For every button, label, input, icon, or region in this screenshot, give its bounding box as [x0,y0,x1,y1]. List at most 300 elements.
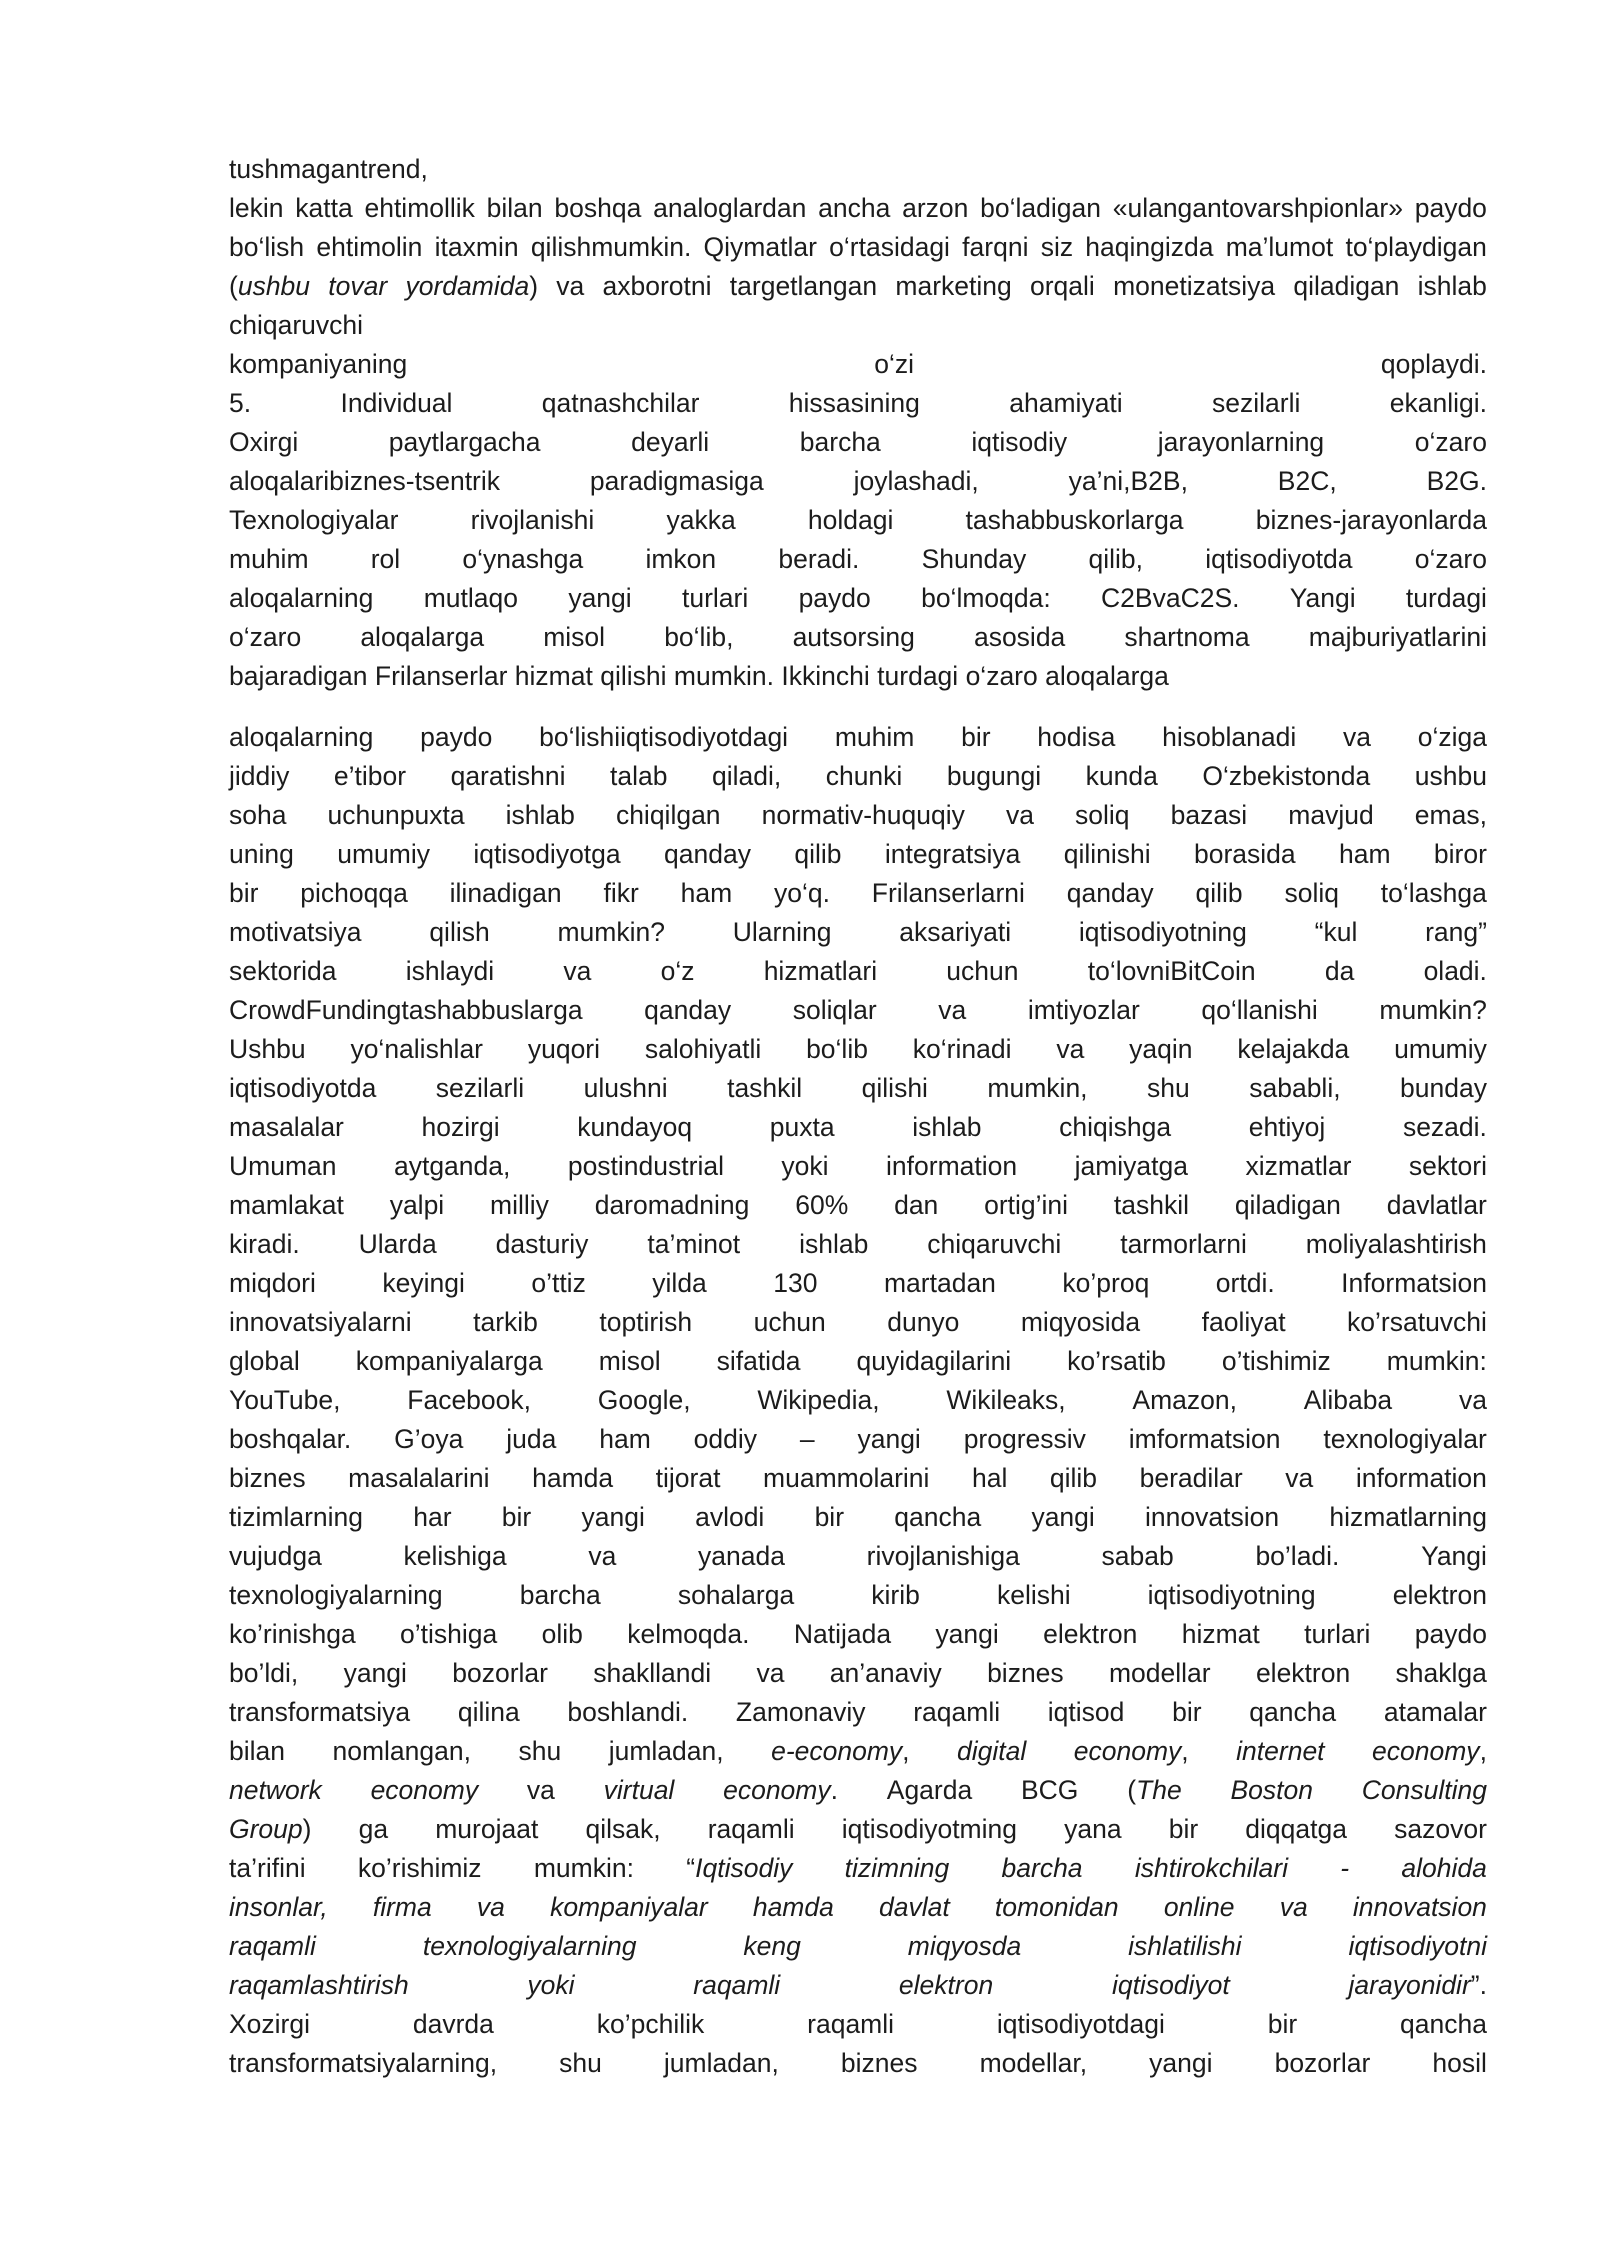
word: tashkil [727,1073,803,1103]
word: qiladigan [1234,1190,1341,1220]
word: fikr [603,878,639,908]
text-line [229,991,1487,1030]
word: dan [894,1190,939,1220]
word: bo’ladi. [1255,1541,1340,1571]
word: rang” [1425,917,1487,947]
text-line [229,345,1487,384]
word: qanday [1066,878,1154,908]
word: boshlandi. [567,1697,689,1727]
word: iqtisodiyotga [473,839,621,869]
word: economy. [723,1775,838,1805]
word: innovatsion [1145,1502,1280,1532]
word: yoki [527,1970,575,2000]
word: Google, [597,1385,691,1415]
word: tijorat [655,1463,721,1493]
word: Umuman [229,1151,337,1181]
word: bajaradigan [229,661,368,691]
word: ahamiyati [1009,388,1123,418]
word: kompaniyalar [550,1892,708,1922]
word: axborotni [602,271,712,301]
word: atamalar [1383,1697,1487,1727]
word: uchunpuxta [327,800,465,830]
word: kelmoqda. [627,1619,750,1649]
word: yakka [666,505,736,535]
word: bilan [229,1736,285,1766]
word: va [588,1541,617,1571]
word: va [1056,1034,1085,1064]
word: aloqalarga [1045,661,1169,691]
word: yangi [935,1619,999,1649]
word: masalalar [229,1112,344,1142]
word: mumkin, [987,1073,1088,1103]
word: kompaniyalarga [355,1346,543,1376]
word: BCG [1020,1775,1079,1805]
text-line [229,1381,1487,1420]
word: qilishi [600,661,667,691]
text-line [229,2044,1487,2083]
word: jumladan, [663,2048,779,2078]
word: hamda [752,1892,834,1922]
word: tizimlarning [229,1502,364,1532]
word: ehtimollik [364,193,475,223]
word: mumkin? [557,917,665,947]
word: puxta [769,1112,835,1142]
word: Facebook, [407,1385,532,1415]
word: transformatsiya [229,1697,411,1727]
word: o‘zi [874,349,914,379]
word: yangi [857,1424,921,1454]
word: o‘zaro [1414,427,1487,457]
text-line [229,423,1487,462]
word: paydo [1414,1619,1487,1649]
word: salohiyatli [644,1034,762,1064]
word: ishlab [799,1229,869,1259]
word: imformatsion [1128,1424,1281,1454]
word: to‘lashga [1380,878,1487,908]
word: orqali [1029,271,1095,301]
word: jumladan, [608,1736,724,1766]
word: Ushbu [229,1034,306,1064]
word: bir [501,1502,532,1532]
word: barcha [519,1580,601,1610]
word: talab [609,761,668,791]
word: Frilanserlarni [871,878,1025,908]
text-line [229,1225,1487,1264]
word: va [476,1892,505,1922]
word: bir [1168,1814,1199,1844]
word: beradi. [778,544,860,574]
word: e-economy, [771,1736,910,1766]
word: davlat [879,1892,950,1922]
text-line [229,1810,1487,1849]
word: hizmatlari [763,956,878,986]
word: modellar [1108,1658,1211,1688]
word: - [1340,1853,1350,1883]
word: va [556,271,585,301]
word: ham [1338,839,1391,869]
word: ancha [818,193,891,223]
word: e’tibor [333,761,407,791]
word: Wikileaks, [946,1385,1066,1415]
word: o‘zaro [229,622,302,652]
word: barcha [1001,1853,1083,1883]
word: sektori [1408,1151,1487,1181]
word: o‘ynashga [462,544,584,574]
word: bo‘lib [806,1034,868,1064]
word: elektron [1392,1580,1487,1610]
text-line [229,952,1487,991]
word: elektron [898,1970,994,2000]
word: o‘zaro [1414,544,1487,574]
word: nomlangan, [332,1736,471,1766]
word: internet [1236,1736,1325,1766]
word: ko‘rinadi [912,1034,1012,1064]
word: Wikipedia, [757,1385,880,1415]
word: yana [1064,1814,1122,1844]
word: biznes [840,2048,918,2078]
word: o’tishiga [400,1619,498,1649]
word: aloqalarga [360,622,485,652]
word: global [229,1346,300,1376]
word: ishtirokchilari [1134,1853,1288,1883]
word: yordamida) [405,271,539,301]
word: siz [1040,232,1074,262]
word: arzon [902,193,969,223]
word: chunki [825,761,903,791]
word: innovatsion [1352,1892,1487,1922]
word: deyarli [631,427,710,457]
word: yangi [343,1658,407,1688]
word: toptirish [599,1307,693,1337]
word: bo‘ladigan [980,193,1101,223]
word: qiladigan [1293,271,1400,301]
word: sazovor [1394,1814,1487,1844]
word: lekin [229,193,284,223]
text-line [229,1303,1487,1342]
word: ga [358,1814,389,1844]
text-line [229,150,1487,189]
word: kirib [871,1580,920,1610]
word: olib [541,1619,583,1649]
word: quyidagilarini [856,1346,1012,1376]
word: yangi [568,583,632,613]
word: hamda [532,1463,614,1493]
word: aloqalarning [229,722,374,752]
text-line [229,1654,1487,1693]
word: qilishmumkin. [530,232,692,262]
word: modellar, [979,2048,1088,2078]
word: Boston [1230,1775,1313,1805]
text-line [229,1030,1487,1069]
word: sezilarli [435,1073,525,1103]
word: hozirgi [421,1112,500,1142]
text-line [229,835,1487,874]
word: biznes [229,1463,306,1493]
word: raqamli [707,1814,795,1844]
word: qoplaydi. [1380,349,1487,379]
word: imtiyozlar [1027,995,1140,1025]
word: ko’proq [1062,1268,1150,1298]
word: tushmagantrend, [229,154,428,184]
word: o‘zaro [965,661,1038,691]
text-line [229,1693,1487,1732]
word: online [1163,1892,1235,1922]
word: hizmat [514,661,593,691]
word: qilsak, [585,1814,661,1844]
text-line [229,1420,1487,1459]
text-line [229,757,1487,796]
word: (ushbu [229,271,311,301]
word: va [1458,1385,1487,1415]
word: sohalarga [677,1580,795,1610]
word: paydo [798,583,871,613]
word: ushbu [1414,761,1487,791]
text-line [229,2005,1487,2044]
word: majburiyatlarini [1308,622,1487,652]
text-line [229,228,1487,267]
word: chiqaruvchi [229,310,364,340]
word: jarayonlarning [1157,427,1325,457]
word: va [938,995,967,1025]
text-line [229,1342,1487,1381]
word: asosida [973,622,1066,652]
word: ko’pchilik [596,2009,705,2039]
text-line [229,657,1487,696]
word: beradilar [1139,1463,1243,1493]
word: bazasi [1170,800,1248,830]
word: muammolarini [763,1463,930,1493]
word: bir [1172,1697,1202,1727]
word: bir [1267,2009,1298,2039]
word: vujudga [229,1541,322,1571]
word: biznes [987,1658,1064,1688]
word: qilib [1049,1463,1098,1493]
word: qilishi [861,1073,928,1103]
word: emas, [1414,800,1487,830]
word: insonlar, [229,1892,328,1922]
word: qancha [894,1502,982,1532]
word: uchun [946,956,1019,986]
word: turlari [681,583,749,613]
word: dunyo [887,1307,960,1337]
word: (The [1127,1775,1182,1805]
word: dasturiy [495,1229,589,1259]
word: Qiymatlar [703,232,817,262]
word: soliqlar [792,995,877,1025]
text-line [229,1927,1487,1966]
word: oladi. [1423,956,1487,986]
paragraph-gap [229,696,1487,718]
word: Oxirgi [229,427,299,457]
text-line [229,306,1487,345]
word: qancha [1249,1697,1337,1727]
word: katta [295,193,353,223]
word: keyingi [382,1268,465,1298]
word: hizmatlarning [1329,1502,1487,1532]
word: turdagi [877,661,959,691]
word: G’oya [394,1424,464,1454]
word: elektron [1043,1619,1138,1649]
word: Ikkinchi [781,661,870,691]
word: texnologiyalarning [229,1580,443,1610]
word: yilda [652,1268,707,1298]
word: rivojlanishiga [866,1541,1020,1571]
word: rol [370,544,401,574]
word: firma [372,1892,432,1922]
word: sezilarli [1212,388,1301,418]
word: va [563,956,592,986]
word: analoglardan [653,193,807,223]
word: qanday [664,839,751,869]
word: iqtisodiyot [1111,1970,1230,2000]
word: miqdori [229,1268,316,1298]
word: CrowdFundingtashabbuslarga [229,995,583,1025]
word: o’tishimiz [1221,1346,1331,1376]
word: chiqilgan [615,800,721,830]
word: mumkin. [673,661,775,691]
word: davlatlar [1386,1190,1487,1220]
word: “Iqtisodiy [686,1853,793,1883]
word: iqtisod [1047,1697,1125,1727]
word: Shunday [921,544,1027,574]
word: chiqishga [1059,1112,1172,1142]
word: bir [961,722,991,752]
word: postindustrial [567,1151,724,1181]
word: biror [1433,839,1487,869]
word: bunday [1400,1073,1487,1103]
word: paytlargacha [388,427,541,457]
text-line [229,501,1487,540]
word: umumiy [337,839,430,869]
text-line [229,874,1487,913]
word: tashabbuskorlarga [965,505,1184,535]
word: iqtisodiyotda [229,1073,377,1103]
word: qilib [1195,878,1243,908]
word: milliy [490,1190,549,1220]
word: yuqori [527,1034,601,1064]
word: qilish [429,917,490,947]
word: economy [370,1775,479,1805]
text-line [229,1888,1487,1927]
word: aloqalaribiznes-tsentrik [229,466,501,496]
word: uning [229,839,294,869]
word: yangi [1031,1502,1095,1532]
word: marketing [895,271,1012,301]
word: B2G. [1426,466,1487,496]
text-line [229,1537,1487,1576]
word: sabab [1101,1541,1174,1571]
text-line [229,1771,1487,1810]
word: kompaniyaning [229,349,408,379]
word: iqtisodiyotning [1147,1580,1316,1610]
word: network [229,1775,322,1805]
word: Frilanserlar [374,661,508,691]
word: ta’minot [647,1229,741,1259]
word: «ulangantovarshpionlar» [1112,193,1403,223]
word: paydo [420,722,493,752]
word: iqtisodiyotni [1348,1931,1487,1961]
word: hal [971,1463,1008,1493]
word: tomonidan [994,1892,1119,1922]
word: raqamli [693,1970,781,2000]
word: kiradi. [229,1229,300,1259]
word: Amazon, [1132,1385,1237,1415]
word: hodisa [1037,722,1116,752]
word: joylashadi, [853,466,979,496]
word: mamlakat [229,1190,344,1220]
word: yalpi [389,1190,445,1220]
word: qilina [457,1697,520,1727]
word: raqamli [913,1697,1001,1727]
word: yangi [581,1502,645,1532]
word: qancha [1400,2009,1487,2039]
word: keng [743,1931,801,1961]
word: ilinadigan [449,878,562,908]
word: C2BvaC2S. [1101,583,1240,613]
word: ko’rinishga [229,1619,356,1649]
text-line [229,462,1487,501]
word: sezadi. [1402,1112,1487,1142]
text-line [229,718,1487,757]
word: sababli, [1249,1073,1341,1103]
text-line [229,579,1487,618]
word: Ularning [732,917,832,947]
word: mumkin: [1386,1346,1487,1376]
word: qaratishni [450,761,566,791]
word: normativ-huquqiy [761,800,965,830]
word: progressiv [963,1424,1086,1454]
word: iqtisodiyotda [1205,544,1353,574]
text-line [229,540,1487,579]
word: moliyalashtirish [1305,1229,1487,1259]
word: ko’rsatuvchi [1347,1307,1487,1337]
word: ko’rishimiz [357,1853,482,1883]
word: soha [229,800,287,830]
word: YouTube, [229,1385,341,1415]
word: qatnashchilar [541,388,700,418]
word: va [1005,800,1034,830]
word: iqtisodiyotming [841,1814,1017,1844]
word: mumkin: [533,1853,634,1883]
word: yaqin [1129,1034,1193,1064]
word: bir [814,1502,845,1532]
word: bir [229,878,259,908]
word: soliq [1284,878,1339,908]
word: ham [680,878,733,908]
word: ehtiyoj [1248,1112,1326,1142]
word: aloqalarning [229,583,374,613]
word: shu [518,1736,562,1766]
word: Consulting [1361,1775,1487,1805]
word: Texnologiyalar [229,505,399,535]
word: qilinishi [1063,839,1151,869]
text-line [229,1459,1487,1498]
word: daromadning [594,1190,750,1220]
word: turdagi [1405,583,1487,613]
word: “kul [1314,917,1358,947]
word: virtual [603,1775,675,1805]
word: qiladi, [711,761,782,791]
word: ulushni [583,1073,668,1103]
word: farqni [962,232,1029,262]
text-line [229,1732,1487,1771]
word: va [526,1775,555,1805]
word: itaxmin [434,232,519,262]
text-line [229,913,1487,952]
word: ishlab [912,1112,982,1142]
word: tovar [328,271,388,301]
word: martadan [883,1268,996,1298]
